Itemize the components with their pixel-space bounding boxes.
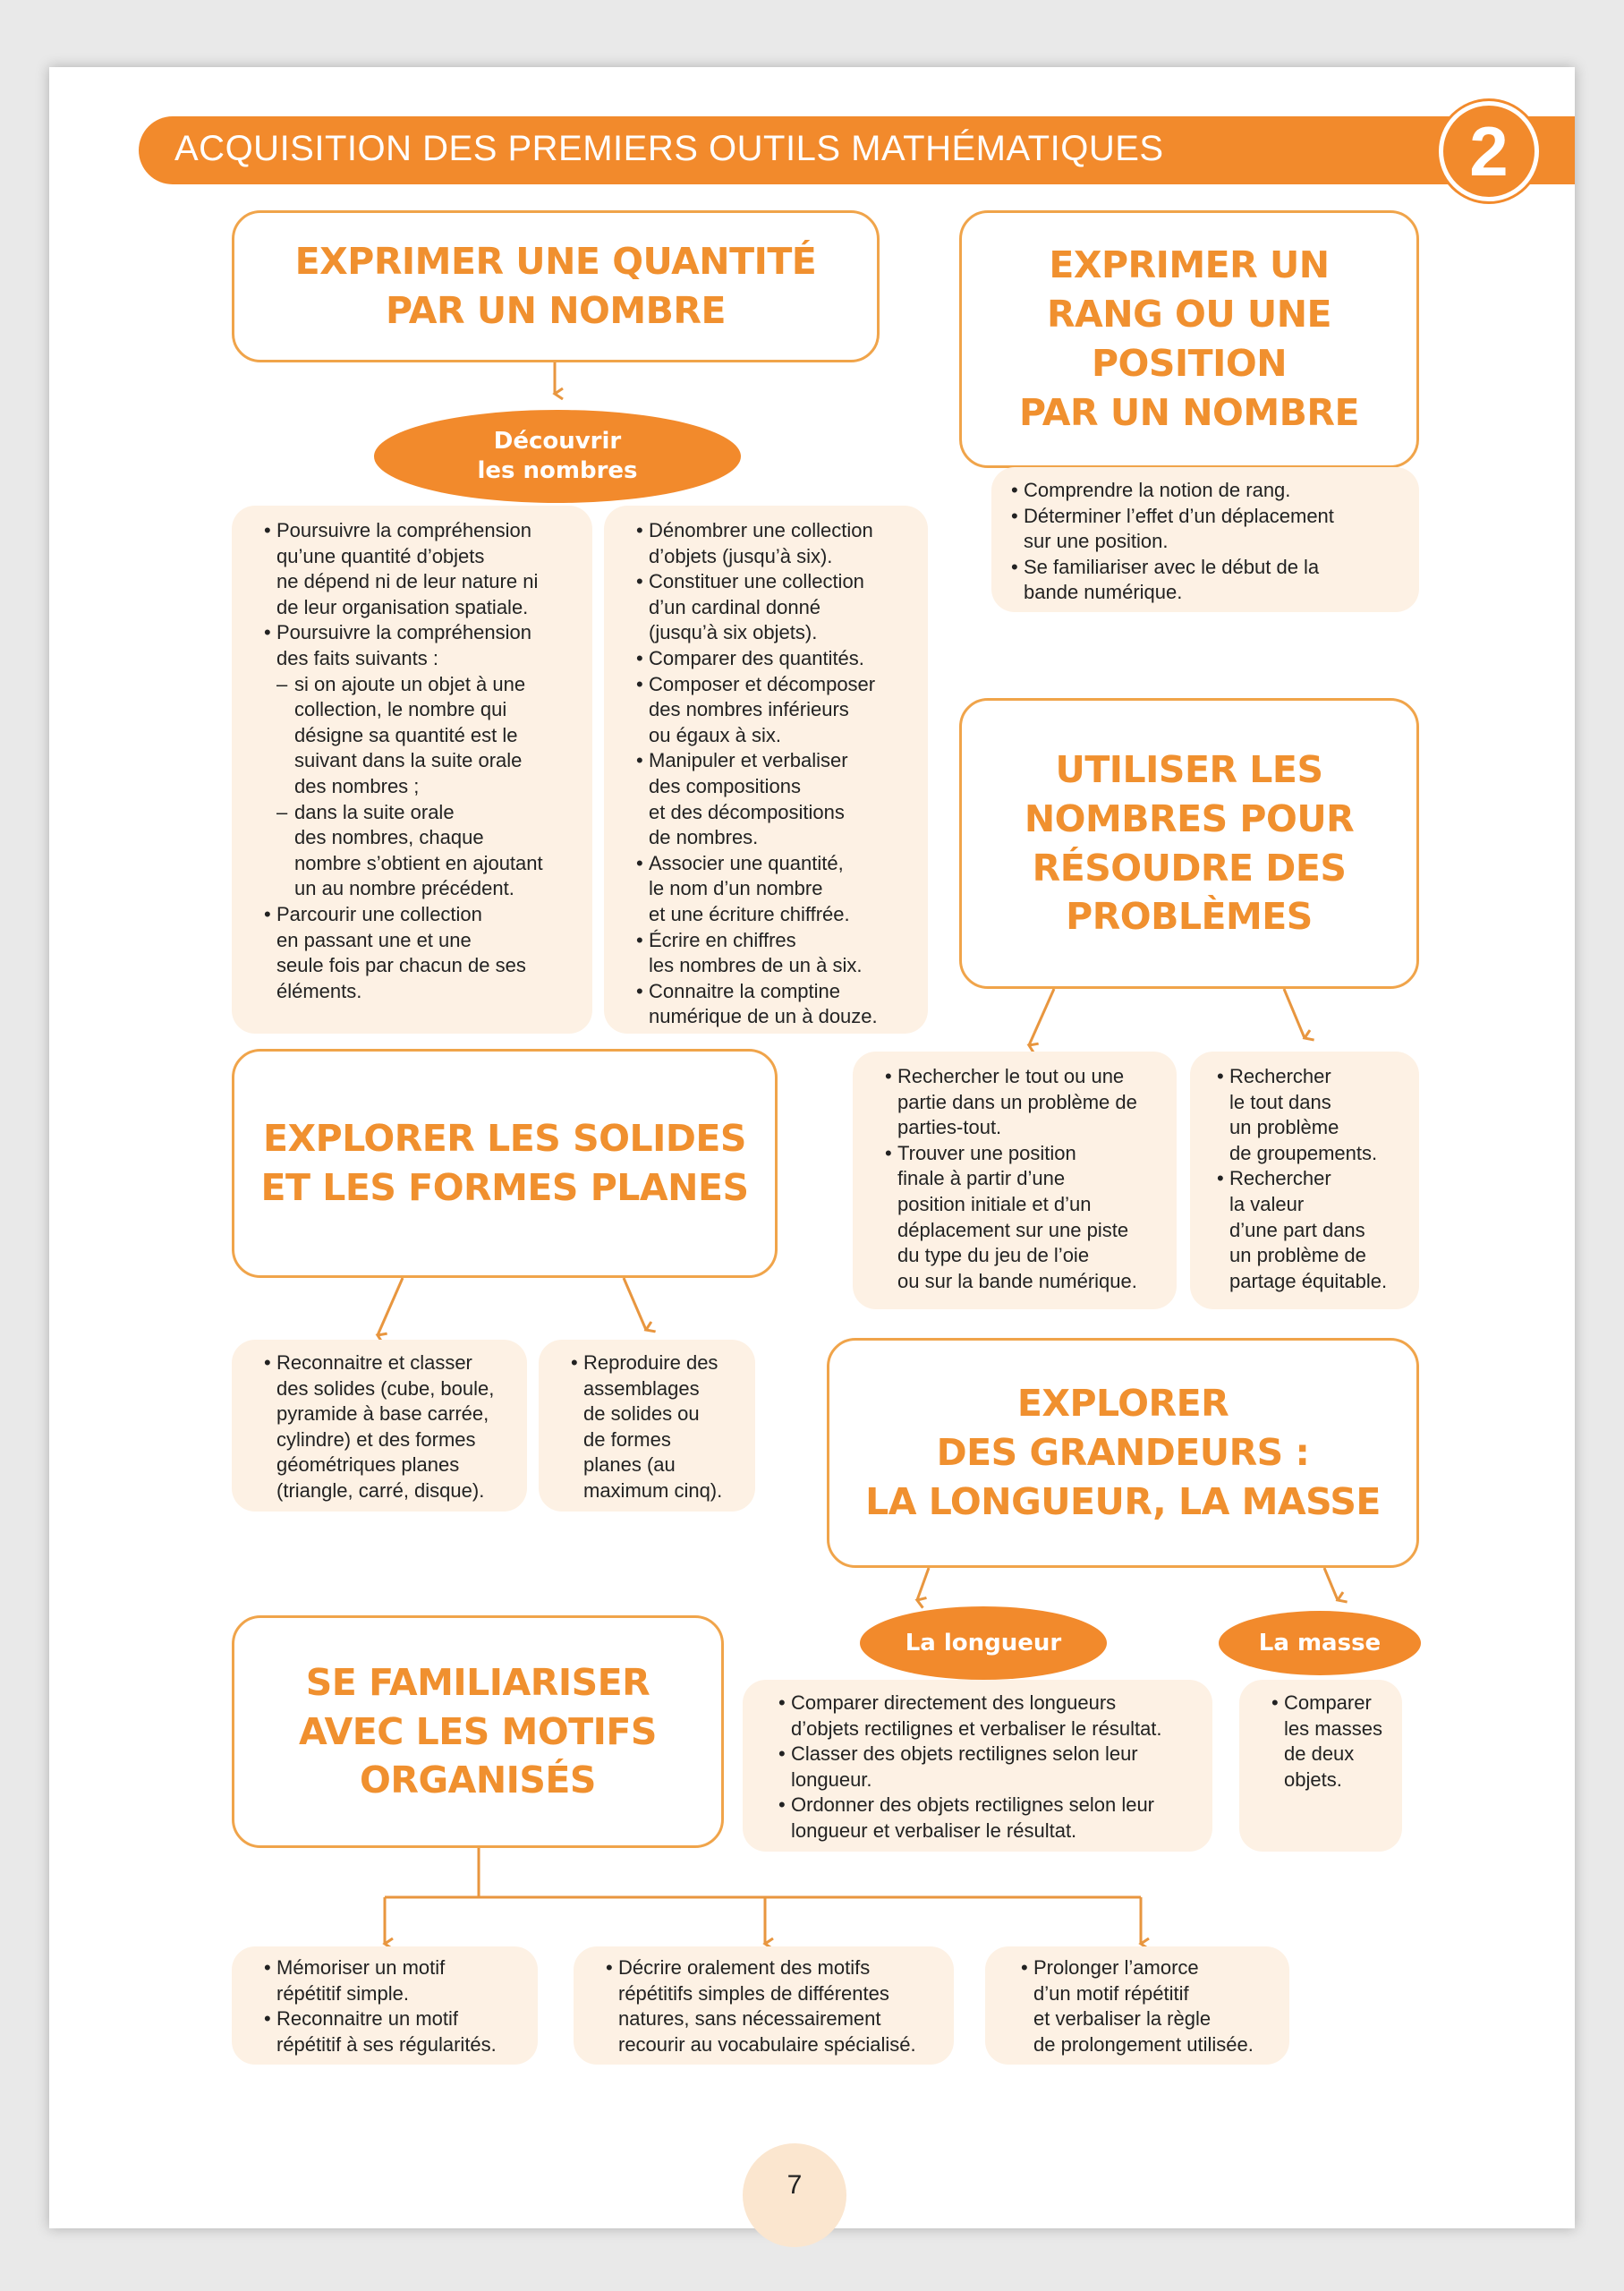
- list-item: • Associer une quantité, le nom d’un nombre et une écriture chiffrée.: [636, 851, 921, 928]
- masse-box: [1239, 1680, 1402, 1852]
- page-number-badge: [743, 2143, 846, 2247]
- list-item: • Se familiariser avec le début de la bande numérique.: [1011, 555, 1410, 606]
- chapter-title: ACQUISITION DES PREMIERS OUTILS MATHÉMATIQUES: [174, 129, 1164, 168]
- quantite-box-left: [232, 506, 592, 1034]
- subheading-masse: La masse: [1219, 1611, 1421, 1675]
- list-item: • Rechercher le tout ou une partie dans un problème de parties-tout.: [885, 1064, 1171, 1141]
- heading-problemes: [959, 698, 1419, 989]
- list-item: • Constituer une collection d’un cardinal donné (jusqu’à six objets).: [636, 569, 921, 646]
- motifs-box-3: [985, 1946, 1289, 2065]
- list-item: • Mémoriser un motif répétitif simple.: [264, 1955, 532, 2006]
- list-item: • Composer et décomposer des nombres inférieurs ou égaux à six.: [636, 672, 921, 749]
- list-item: • Ordonner des objets rectilignes selon leur longueur et verbaliser le résultat.: [778, 1793, 1207, 1844]
- list-item: • Reproduire des assemblages de solides ou de formes planes (au maximum cinq).: [571, 1350, 750, 1504]
- list-subitem: – dans la suite orale des nombres, chaque nombre s’obtient en ajoutant un au nombre précédent.: [264, 800, 583, 902]
- chapter-number-badge: 2: [1439, 101, 1539, 201]
- quantite-box-right: [604, 506, 928, 1034]
- page-number: 7: [786, 2170, 803, 2200]
- list-item: • Poursuivre la compréhension des faits suivants :: [264, 620, 583, 671]
- longueur-box: [743, 1680, 1212, 1852]
- list-item: • Comparer directement des longueurs d’objets rectilignes et verbaliser le résultat.: [778, 1691, 1207, 1742]
- subheading-longueur: La longueur: [860, 1606, 1107, 1680]
- heading-solides: [232, 1049, 778, 1278]
- list-item: • Comparer les masses de deux objets.: [1271, 1691, 1397, 1793]
- heading-problemes-text: UTILISER LES NOMBRES POUR RÉSOUDRE DES PROBLÈMES: [1024, 747, 1355, 939]
- list-item: • Manipuler et verbaliser des compositions et des décompositions de nombres.: [636, 748, 921, 850]
- heading-solides-text: EXPLORER LES SOLIDES ET LES FORMES PLANES: [260, 1117, 749, 1209]
- list-subitem: – si on ajoute un objet à une collection, le nombre qui désigne sa quantité est le suivant dans la suite orale des nombres ;: [264, 672, 583, 800]
- motifs-box-1: [232, 1946, 538, 2065]
- solides-box-left: [232, 1340, 527, 1512]
- list-item: • Écrire en chiffres les nombres de un à six.: [636, 928, 921, 979]
- list-item: • Parcourir une collection en passant une et une seule fois par chacun de ses éléments.: [264, 902, 583, 1004]
- heading-quantite: [232, 210, 880, 362]
- list-item: • Comparer des quantités.: [636, 646, 921, 672]
- problemes-box-right: [1190, 1052, 1419, 1309]
- solides-box-right: [539, 1340, 755, 1512]
- heading-rang: [959, 210, 1419, 468]
- motifs-box-2: [574, 1946, 954, 2065]
- heading-quantite-text: EXPRIMER UNE QUANTITÉ PAR UN NOMBRE: [294, 240, 817, 332]
- list-item: • Comprendre la notion de rang.: [1011, 478, 1410, 504]
- list-item: • Connaitre la comptine numérique de un à douze.: [636, 979, 921, 1030]
- list-item: • Reconnaitre et classer des solides (cube, boule, pyramide à base carrée, cylindre) et des formes géométriques planes (triangle, carré, disque).: [264, 1350, 522, 1504]
- problemes-box-left: [853, 1052, 1177, 1309]
- list-item: • Rechercher le tout dans un problème de groupements.: [1217, 1064, 1414, 1166]
- list-item: • Reconnaitre un motif répétitif à ses régularités.: [264, 2006, 532, 2057]
- list-item: • Classer des objets rectilignes selon leur longueur.: [778, 1742, 1207, 1793]
- heading-grandeurs: [827, 1338, 1419, 1568]
- list-item: • Déterminer l’effet d’un déplacement sur une position.: [1011, 504, 1410, 555]
- list-item: • Dénombrer une collection d’objets (jusqu’à six).: [636, 518, 921, 569]
- list-item: • Poursuivre la compréhension qu’une quantité d’objets ne dépend ni de leur nature ni de leur organisation spatiale.: [264, 518, 583, 620]
- list-item: • Rechercher la valeur d’une part dans un problème de partage équitable.: [1217, 1166, 1414, 1294]
- list-item: • Prolonger l’amorce d’un motif répétitif et verbaliser la règle de prolongement utilisée.: [1021, 1955, 1284, 2057]
- list-item: • Décrire oralement des motifs répétitifs simples de différentes natures, sans nécessairement recourir au vocabulaire spécialisé.: [606, 1955, 948, 2057]
- rang-box: [991, 467, 1419, 612]
- list-item: • Trouver une position finale à partir d’une position initiale et d’un déplacement sur une piste du type du jeu de l’oie ou sur la bande numérique.: [885, 1141, 1171, 1295]
- heading-rang-text: EXPRIMER UN RANG OU UNE POSITION PAR UN NOMBRE: [1018, 243, 1360, 434]
- heading-grandeurs-text: EXPLORER DES GRANDEURS : LA LONGUEUR, LA MASSE: [865, 1382, 1381, 1523]
- heading-motifs: [232, 1615, 724, 1848]
- subheading-decouvrir-nombres: Découvrir les nombres: [374, 410, 741, 503]
- heading-motifs-text: SE FAMILIARISER AVEC LES MOTIFS ORGANISÉS: [299, 1660, 657, 1802]
